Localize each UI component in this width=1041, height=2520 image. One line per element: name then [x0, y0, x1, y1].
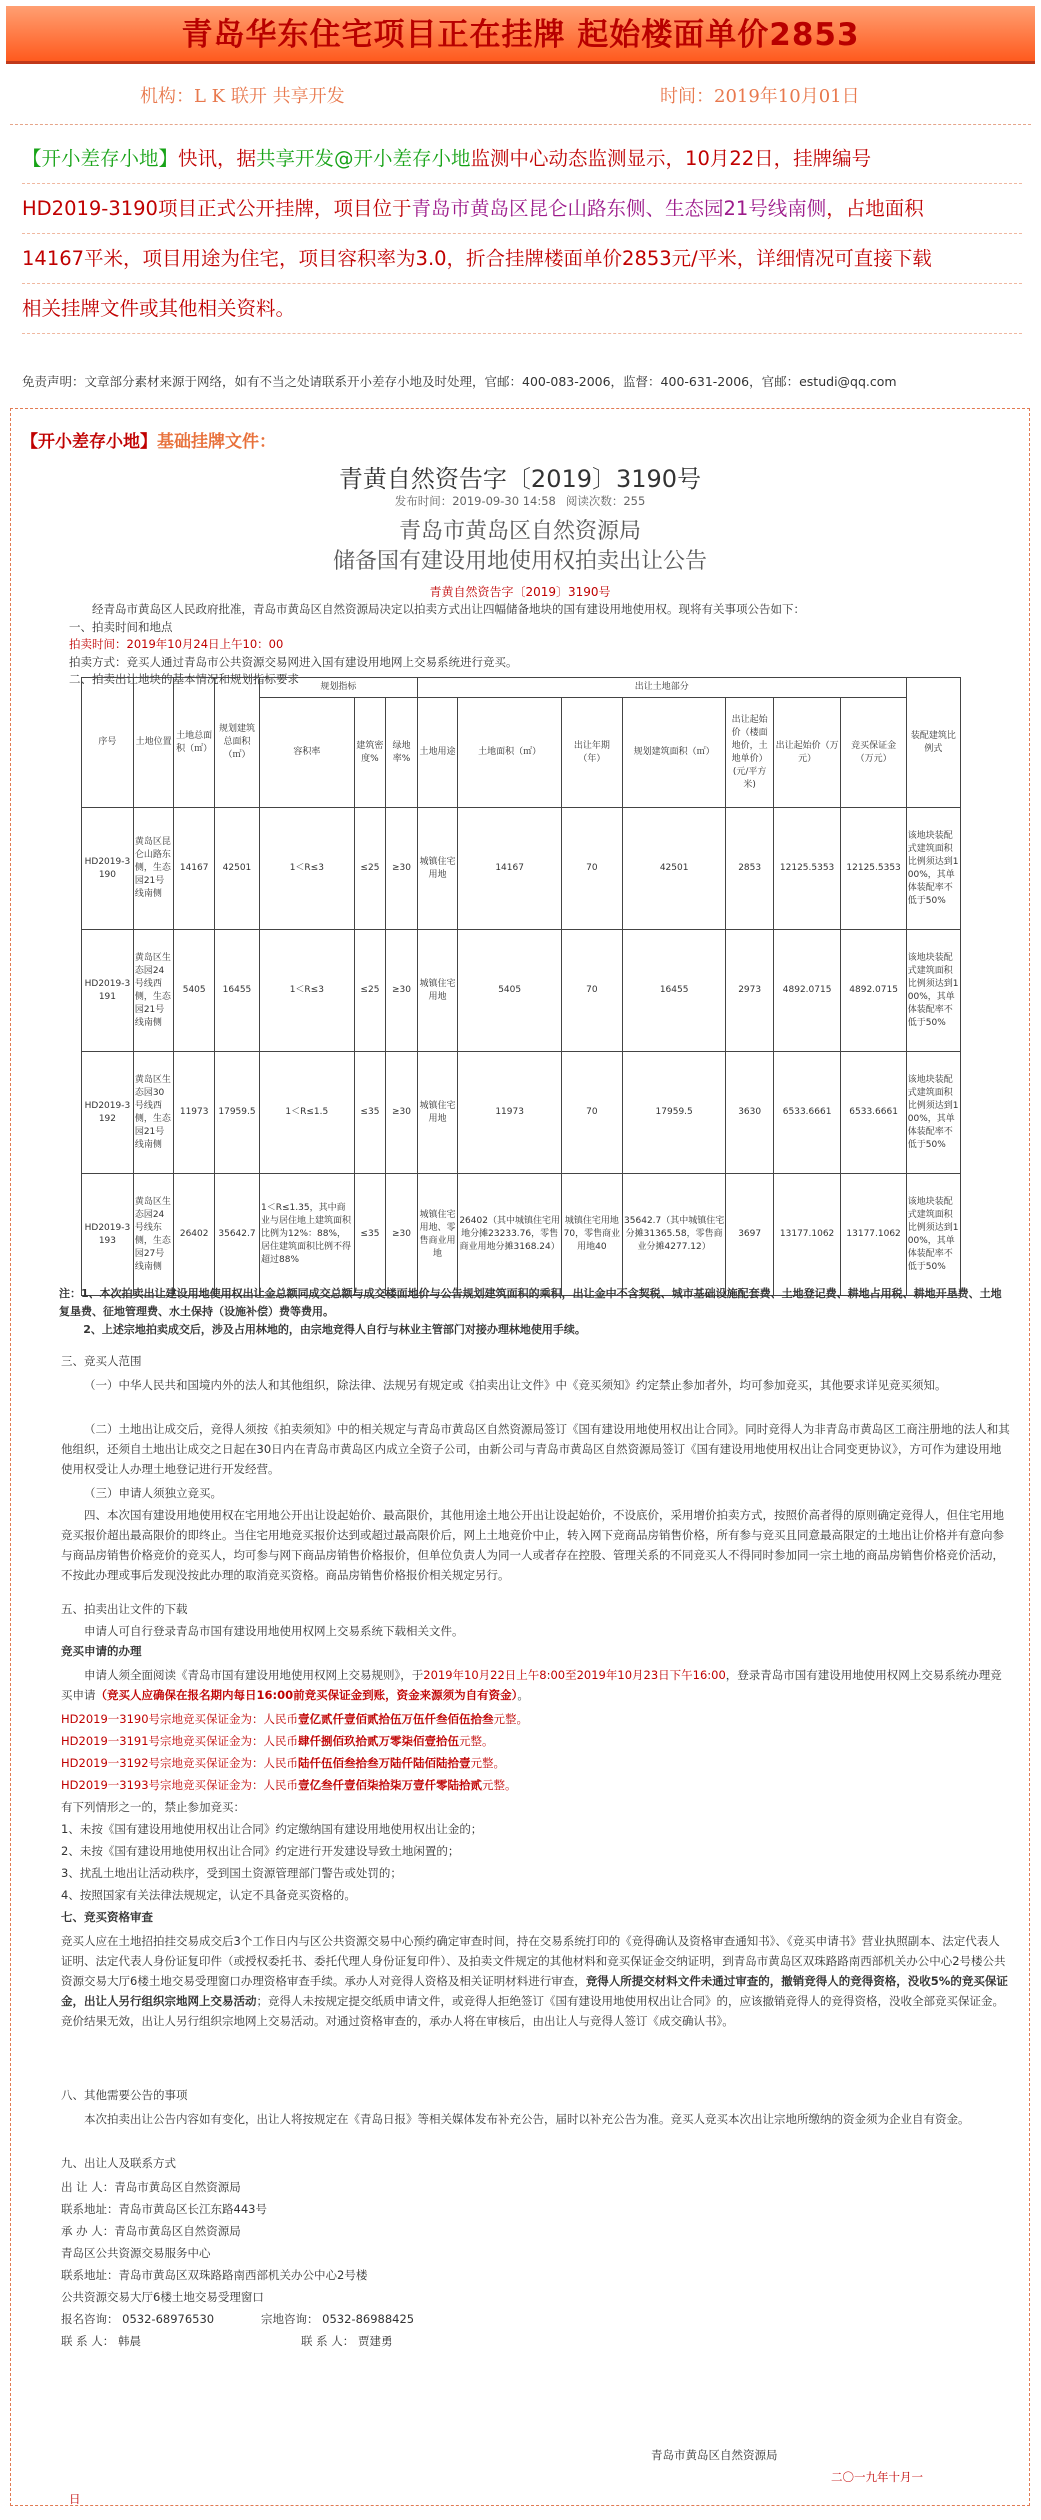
footnote-line: 注：1、本次拍卖出让建设用地使用权出让金总额同成交总额与成交楼面地价与公告规划建筑面积的乘积，出让金中不含契税、城市基础设施配套费、土地登记费、耕地占用税、耕地开垦费、土地复垦费、征地管理费、水土保持（设施补偿）费等费用。	[59, 1287, 1002, 1318]
cell: ≥30	[386, 1174, 418, 1296]
text-run: 竞买人应在土地招拍挂交易成交后3个工作日内与区公共资源交易中心预约确定审查时间，持在交易系统打印的《竞得确认及资格审查通知书》、《竞买申请书》营业执照副本、法定代表人证明、法定代表人身份证复印件（或授权委托书、委托代理人身份证复印件）、及拍卖文件规定的其他材料和竞买保证金交纳证明，到青岛市黄岛区双珠路路南西部机关办公中心2号楼公共资源交易大厅6楼土地交易受理窗口办理资格审查手续。承办人对竞得人资格及相关证明材料进行审查，	[61, 1934, 1006, 1988]
cell: 11973	[174, 1052, 215, 1174]
cell: 黄岛区生态园30号线西侧，生态园21号线南侧	[133, 1052, 174, 1174]
cell: 1＜R≤3	[260, 930, 355, 1052]
text-run: 元整。	[470, 1756, 506, 1770]
cell: 17959.5	[214, 1052, 259, 1174]
box-title-brand: 【开小差存小地】	[21, 432, 157, 452]
preface-line: 拍卖方式：竞买人通过青岛市公共资源交易网进入国有建设用地网上交易系统进行竞买。	[69, 654, 518, 669]
cell: 35642.7	[214, 1174, 259, 1296]
preface-line: 二、拍卖出让地块的基本情况和规划指标要求	[69, 672, 299, 686]
cell: ≤25	[354, 808, 386, 930]
cell: 13177.1062	[841, 1174, 906, 1296]
text-run: HD2019一3190号宗地竞买保证金为：人民币	[61, 1712, 299, 1726]
table-footnote	[59, 1285, 1009, 1339]
th-build-area: 规划建筑面积（㎡）	[622, 698, 726, 808]
th-deposit: 竞买保证金（万元）	[841, 698, 906, 808]
preface-line: 拍卖时间：2019年10月24日上午10：00	[69, 637, 284, 651]
cell: 13177.1062	[773, 1174, 841, 1296]
cell: HD2019-3190	[82, 808, 134, 930]
cell: 12125.5353	[773, 808, 841, 930]
article-meta	[0, 82, 1041, 112]
text-run: HD2019一3191号宗地竞买保证金为：人民币	[61, 1734, 299, 1748]
th-plan-area: 规划建筑总面积（㎡）	[214, 678, 259, 808]
cell: 70	[561, 930, 622, 1052]
contact-line: 青岛区公共资源交易服务中心	[61, 2246, 211, 2260]
page-title: 青岛华东住宅项目正在挂牌 起始楼面单价2853	[181, 17, 860, 53]
notice-number: 青黄自然资告字〔2019〕3190号	[429, 585, 611, 599]
cell: 17959.5	[622, 1052, 726, 1174]
cell: 黄岛区生态园24号线西侧，生态园21号线南侧	[133, 930, 174, 1052]
document-box	[10, 408, 1030, 2506]
cell: 该地块装配式建筑面积比例须达到100%，其单体装配率不低于50%	[906, 930, 960, 1052]
doc-title: 青黄自然资告字〔2019〕3190号	[338, 465, 702, 493]
paragraph	[61, 1931, 1011, 2031]
section-heading: 五、拍卖出让文件的下载	[61, 1602, 188, 1616]
list-item: 3、扰乱土地出让活动秩序，受到国土资源管理部门警告或处罚的；	[61, 1866, 402, 1880]
th-group-land: 出让土地部分	[417, 678, 906, 698]
text-run: 元整。	[459, 1734, 494, 1748]
cell: 黄岛区生态园24号线东侧，生态园27号线南侧	[133, 1174, 174, 1296]
cell: HD2019-3193	[82, 1174, 134, 1296]
paragraph	[61, 1665, 1011, 1705]
cell: 70	[561, 1052, 622, 1174]
title-banner	[6, 6, 1035, 64]
cell: ≤25	[354, 930, 386, 1052]
deposit-line	[61, 1709, 1011, 1729]
cell: 2853	[726, 808, 773, 930]
cell: 城镇住宅用地	[417, 930, 458, 1052]
table-row	[82, 1052, 961, 1174]
phone-right: 宗地咨询： 0532-86988425	[261, 2312, 415, 2326]
doc-views: 阅读次数：255	[565, 494, 646, 508]
paragraph: （三）申请人须独立竞买。	[84, 1486, 222, 1500]
section-heading: 竞买申请的办理	[61, 1644, 142, 1658]
th-location: 土地位置	[133, 678, 174, 808]
text-run: 竞得人所提交材料文件未通过审查的，撤销竞得人的竞得资格，没收5%的竞买保证金，出让人另行组织宗地网上交易活动	[61, 1974, 1008, 2008]
notice-org: 青岛市黄岛区自然资源局	[398, 519, 641, 544]
cell: 该地块装配式建筑面积比例须达到100%，其单体装配率不低于50%	[906, 808, 960, 930]
paragraph: 四、本次国有建设用地使用权在宅用地公开出让设起始价、最高限价，其他用途土地公开出让设起始价，不设底价，采用增价拍卖方式，按照价高者得的原则确定竞得人，但住宅用地竞买报价超出最高限价的即终止。当住宅用地竞买报价达到或超过最高限价后，网上土地竞价中止，转入网下竞商品房销售价格，所有参与竞买且同意最高限定的土地出让价格并有意向参与商品房销售价格竞价的竞买人，均可参与网下商品房销售价格报价，但单位负责人为同一人或者存在控股、管理关系的不同竞买人不得同时参加同一宗土地的商品房销售价格竞价活动，不按此办理或事后发现没按此办理的取消竞买资格。商品房销售价格报价相关规定另行。	[61, 1508, 1004, 1582]
intro-text: 相关挂牌文件或其他相关资料。	[22, 297, 296, 320]
divider	[10, 124, 1031, 125]
sign-date: 二〇一九年十月一	[831, 2470, 923, 2484]
date-range: 2019年10月22日上午8:00至2019年10月23日下午16:00	[423, 1668, 726, 1682]
cell: 6533.6661	[841, 1052, 906, 1174]
intro-row	[22, 134, 1022, 184]
paragraph: 申请人可自行登录青岛市国有建设用地使用权网上交易系统下载相关文件。	[84, 1624, 464, 1638]
sign-date-tail: 日	[69, 2492, 81, 2506]
cell: ≤35	[354, 1174, 386, 1296]
cell: ≥30	[386, 808, 418, 930]
th-density: 建筑密度%	[354, 698, 386, 808]
contact-line: 承 办 人：青岛市黄岛区自然资源局	[61, 2224, 241, 2238]
text-run: HD2019一3192号宗地竞买保证金为：人民币	[61, 1756, 299, 1770]
paragraph: （二）土地出让成交后，竞得人须按《拍卖须知》中的相关规定与青岛市黄岛区自然资源局签订《国有建设用地使用权出让合同》。同时竞得人为非青岛市黄岛区工商注册地的法人和其他组织，还须自土地出让成交之日起在30日内在青岛市黄岛区内成立全资子公司，由新公司与青岛市黄岛区自然资源局签订《国有建设用地使用权出让合同变更协议》，方可作为建设用地使用权受让人办理土地登记进行开发经营。	[61, 1422, 1010, 1476]
cell: 2973	[726, 930, 773, 1052]
cell: 3697	[726, 1174, 773, 1296]
list-item: 1、未按《国有建设用地使用权出让合同》约定缴纳国有建设用地使用权出让金的；	[61, 1822, 483, 1836]
text-run: 申请人须全面阅读《青岛市国有建设用地使用权网上交易规则》，于	[84, 1668, 424, 1682]
brand-link[interactable]: 共享开发@开小差存小地	[256, 147, 471, 170]
cell: 城镇住宅用地、零售商业用地	[417, 1174, 458, 1296]
list-item: 2、未按《国有建设用地使用权出让合同》约定进行开发建设导致土地闲置的；	[61, 1844, 460, 1858]
text-run: 元整。	[482, 1778, 517, 1792]
person-right: 联 系 人： 贾建勇	[301, 2334, 393, 2348]
th-land-area: 土地面积（㎡）	[458, 698, 562, 808]
cell: ≤35	[354, 1052, 386, 1174]
cell: 城镇住宅用地	[417, 808, 458, 930]
deposit-line	[61, 1775, 1011, 1795]
section-heading: 七、竞买资格审查	[61, 1910, 153, 1924]
cell: 70	[561, 808, 622, 930]
th-use: 土地用途	[417, 698, 458, 808]
cell: 4892.0715	[773, 930, 841, 1052]
deposit-amount: 肆仟捌佰玖拾贰万零柒佰壹拾伍	[298, 1734, 460, 1748]
box-title-text: 基础挂牌文件：	[157, 432, 276, 452]
cell: 14167	[458, 808, 562, 930]
section-heading: 九、出让人及联系方式	[61, 2156, 176, 2170]
th-start-price: 出让起始价（万元）	[773, 698, 841, 808]
section-heading: 三、竞买人范围	[61, 1354, 142, 1368]
cell: 1＜R≤3	[260, 808, 355, 930]
disclaimer: 免责声明：文章部分素材来源于网络，如有不当之处请联系开小差存小地及时处理，官邮：400-083-2006，监督：400-631-2006，官邮：estudi@qq.com	[22, 374, 897, 389]
meta-time: 时间：2019年10月01日	[660, 86, 860, 107]
table-row	[82, 808, 961, 930]
list-item: 4、按照国家有关法律法规规定，认定不具备竞买资格的。	[61, 1888, 356, 1902]
table-row	[82, 930, 961, 1052]
cell: HD2019-3191	[82, 930, 134, 1052]
cell: 城镇住宅用地70，零售商业用地40	[561, 1174, 622, 1296]
cell: ≥30	[386, 930, 418, 1052]
th-far: 容积率	[260, 698, 355, 808]
paragraph: （一）中华人民共和国境内外的法人和其他组织，除法律、法规另有规定或《拍卖出让文件》中《竞买须知》约定禁止参加者外，均可参加竞买，其他要求详见竞买须知。	[84, 1378, 947, 1392]
person-left: 联 系 人： 韩晨	[61, 2334, 141, 2348]
intro-row	[22, 184, 1022, 234]
preface-line: 一、拍卖时间和地点	[69, 619, 173, 634]
doc-meta	[11, 493, 1029, 509]
cell: 11973	[458, 1052, 562, 1174]
footnote-line: 2、上述宗地拍卖成交后，涉及占用林地的，由宗地竞得人自行与林业主管部门对接办理林地使用手续。	[83, 1323, 586, 1336]
contact-line: 联系地址：青岛市黄岛区长江东路443号	[61, 2202, 267, 2216]
cell: 城镇住宅用地	[417, 1052, 458, 1174]
intro-text: ，占地面积	[826, 197, 924, 220]
deposit-line	[61, 1731, 1011, 1751]
intro-text: 快讯，据	[178, 147, 257, 170]
preface	[69, 601, 1009, 689]
cell: 黄岛区昆仑山路东侧，生态园21号线南侧	[133, 808, 174, 930]
contact-line: 公共资源交易大厅6楼土地交易受理窗口	[61, 2290, 264, 2304]
cell: 该地块装配式建筑面积比例须达到100%，其单体装配率不低于50%	[906, 1174, 960, 1296]
th-group-plan: 规划指标	[260, 678, 418, 698]
text-run: 。	[517, 1688, 529, 1702]
intro-paragraph	[22, 134, 1022, 334]
th-unit-price: 出让起始价（楼面地价，土地单价）(元/平方米)	[726, 698, 773, 808]
preface-line: 经青岛市黄岛区人民政府批准，青岛市黄岛区自然资源局决定以拍卖方式出让四幅储备地块的国有建设用地使用权。现将有关事项公告如下：	[92, 602, 805, 616]
phone-line	[61, 2309, 1011, 2329]
cell: 5405	[174, 930, 215, 1052]
intro-row	[22, 234, 1022, 284]
cell: 42501	[622, 808, 726, 930]
intro-row	[22, 284, 1022, 334]
cell: 1＜R≤1.35，其中商业与居住地上建筑面积比例为12%：88%，居住建筑面积比例不得超过88%	[260, 1174, 355, 1296]
cell: 5405	[458, 930, 562, 1052]
contact-line: 联系地址：青岛市黄岛区双珠路路南西部机关办公中心2号楼	[61, 2268, 368, 2282]
cell: HD2019-3192	[82, 1052, 134, 1174]
cell: 35642.7（其中城镇住宅分摊31365.58，零售商业分摊4277.12）	[622, 1174, 726, 1296]
th-green: 绿地率%	[386, 698, 418, 808]
notice-title: 储备国有建设用地使用权拍卖出让公告	[332, 549, 707, 574]
box-title	[21, 427, 276, 452]
doc-time: 发布时间：2019-09-30 14:58	[394, 494, 556, 508]
text-run: HD2019一3193号宗地竞买保证金为：人民币	[61, 1778, 299, 1792]
contact-line: 出 让 人：青岛市黄岛区自然资源局	[61, 2180, 241, 2194]
section-heading: 八、其他需要公告的事项	[61, 2088, 188, 2102]
intro-text: 监测中心动态监测显示，10月22日，挂牌编号	[470, 147, 872, 170]
cell: 4892.0715	[841, 930, 906, 1052]
deposit-amount: 壹亿贰仟壹佰贰拾伍万伍仟叁佰伍拾叁	[298, 1712, 494, 1726]
cell: 1＜R≤1.5	[260, 1052, 355, 1174]
th-prefab: 装配建筑比例式	[906, 678, 960, 808]
cell: 14167	[174, 808, 215, 930]
th-index: 序号	[82, 678, 134, 808]
brand-tag: 【开小差存小地】	[22, 147, 179, 170]
deposit-amount: 陆仟伍佰叁拾叁万陆仟陆佰陆拾壹	[298, 1756, 471, 1770]
cell: 26402（其中城镇住宅用地分摊23233.76，零售商业用地分摊3168.24）	[458, 1174, 562, 1296]
intro-text: 14167平米，项目用途为住宅，项目容积率为3.0，折合挂牌楼面单价2853元/平米，详细情况可直接下载	[22, 247, 932, 270]
deposit-amount: 壹亿叁仟壹佰柒拾柒万壹仟零陆拾贰	[298, 1778, 483, 1792]
deposit-line	[61, 1753, 1011, 1773]
cell: 26402	[174, 1174, 215, 1296]
th-term: 出让年期（年）	[561, 698, 622, 808]
paragraph: 有下列情形之一的，禁止参加竞买：	[61, 1800, 245, 1814]
text-run: ，登录青岛市国有建设用地使用权网上交易系统办理竞买申请	[61, 1668, 1002, 1702]
intro-text: HD2019-3190项目正式公开挂牌，项目位于	[22, 197, 412, 220]
notice-heading	[11, 517, 1029, 577]
text-run: ；竞得人未按规定提交纸质申请文件，或竞得人拒绝签订《国有建设用地使用权出让合同》的，应该撤销竞得人的竞得资格，没收全部竞买保证金。竞价结果无效，出让人另行组织宗地网上交易活动。对通过资格审查的，承办人将在审核后，由出让人与竞得人签订《成交确认书》。	[61, 1994, 1004, 2028]
deposit-note: （竞买人应确保在报名期内每日16:00前竞买保证金到账，资金来源须为自有资金）	[95, 1688, 518, 1702]
phone-left: 报名咨询： 0532-68976530	[61, 2312, 215, 2326]
cell: 6533.6661	[773, 1052, 841, 1174]
paragraph: 本次拍卖出让公告内容如有变化，出让人将按规定在《青岛日报》等相关媒体发布补充公告，届时以补充公告为准。竞买人竞买本次出让宗地所缴纳的资金须为企业自有资金。	[84, 2112, 970, 2126]
sign-org: 青岛市黄岛区自然资源局	[651, 2448, 778, 2462]
table-row	[82, 1174, 961, 1296]
location-text: 青岛市黄岛区昆仑山路东侧、生态园21号线南侧	[411, 197, 827, 220]
cell: 12125.5353	[841, 808, 906, 930]
person-line	[61, 2331, 1011, 2351]
cell: 该地块装配式建筑面积比例须达到100%，其单体装配率不低于50%	[906, 1052, 960, 1174]
cell: 16455	[622, 930, 726, 1052]
text-run: 元整。	[493, 1712, 529, 1726]
meta-org: 机构：L K 联开 共享开发	[140, 86, 345, 107]
cell: 3630	[726, 1052, 773, 1174]
cell: ≥30	[386, 1052, 418, 1174]
cell: 16455	[214, 930, 259, 1052]
th-total-area: 土地总面积（㎡）	[174, 678, 215, 808]
auction-table	[81, 677, 961, 1296]
cell: 42501	[214, 808, 259, 930]
